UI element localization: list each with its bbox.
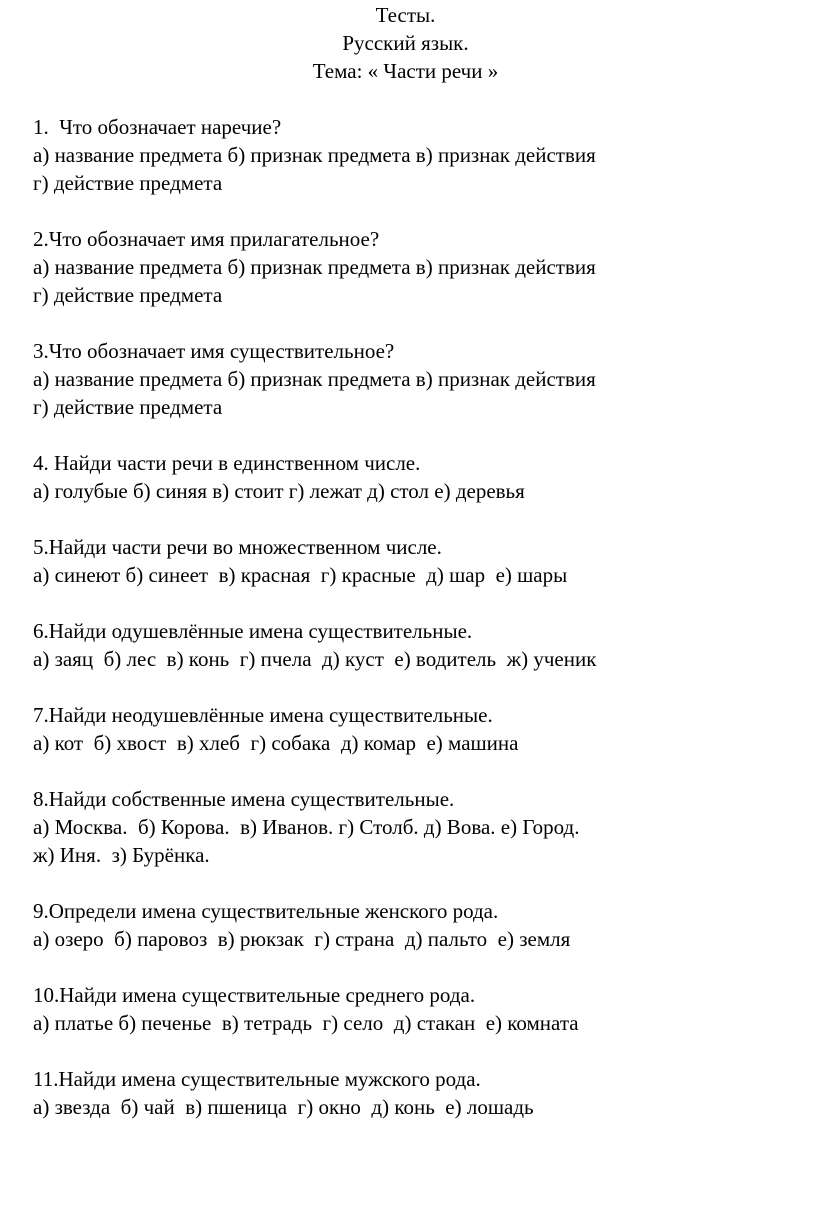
question-spacer [33, 421, 803, 449]
question-text: 2.Что обозначает имя прилагательное? [33, 227, 380, 251]
question-text: 11.Найди имена существительные мужского рода. [33, 1067, 481, 1091]
question-block [33, 533, 803, 589]
question-text: 7.Найди неодушевлённые имена существительные. [33, 703, 493, 727]
answer-options-line: г) действие предмета [33, 171, 223, 195]
question-spacer [33, 869, 803, 897]
answer-options-line: а) звезда б) чай в) пшеница г) окно д) конь е) лошадь [33, 1095, 534, 1119]
question-text: 5.Найди части речи во множественном числе. [33, 535, 442, 559]
answer-options-line: а) название предмета б) признак предмета в) признак действия [33, 255, 596, 279]
question-text: 10.Найди имена существительные среднего рода. [33, 983, 476, 1007]
question-block [33, 337, 803, 421]
question-spacer [33, 1037, 803, 1065]
answer-options-line: а) заяц б) лес в) конь г) пчела д) куст е) водитель ж) ученик [33, 647, 597, 671]
question-block [33, 785, 803, 869]
answer-options-line: а) кот б) хвост в) хлеб г) собака д) комар е) машина [33, 731, 519, 755]
answer-options-line: г) действие предмета [33, 395, 223, 419]
question-block [33, 981, 803, 1037]
question-block [33, 449, 803, 505]
question-block [33, 113, 803, 197]
question-block [33, 1065, 803, 1121]
answer-options-line: а) название предмета б) признак предмета в) признак действия [33, 143, 596, 167]
question-text: 8.Найди собственные имена существительные. [33, 787, 455, 811]
question-spacer [33, 309, 803, 337]
question-block [33, 701, 803, 757]
questions-list [33, 113, 803, 1121]
question-block [33, 897, 803, 953]
question-spacer [33, 757, 803, 785]
question-block [33, 225, 803, 309]
question-text: 4. Найди части речи в единственном числе. [33, 451, 421, 475]
question-text: 6.Найди одушевлённые имена существительные. [33, 619, 473, 643]
header-topic: Тема: « Части речи » [312, 59, 499, 83]
question-spacer [33, 197, 803, 225]
answer-options-line: а) платье б) печенье в) тетрадь г) село д) стакан е) комната [33, 1011, 579, 1035]
document-header [0, 1, 816, 85]
question-spacer [33, 589, 803, 617]
header-title: Тесты. [375, 3, 436, 27]
answer-options-line: а) название предмета б) признак предмета в) признак действия [33, 367, 596, 391]
answer-options-line: а) синеют б) синеет в) красная г) красные д) шар е) шары [33, 563, 568, 587]
header-subject: Русский язык. [342, 31, 469, 55]
question-spacer [33, 953, 803, 981]
question-text: 1. Что обозначает наречие? [33, 115, 282, 139]
answer-options-line: г) действие предмета [33, 283, 223, 307]
question-spacer [33, 673, 803, 701]
answer-options-line: ж) Иня. з) Бурёнка. [33, 843, 210, 867]
answer-options-line: а) Москва. б) Корова. в) Иванов. г) Столб. д) Вова. е) Город. [33, 815, 580, 839]
question-spacer [33, 505, 803, 533]
question-text: 3.Что обозначает имя существительное? [33, 339, 395, 363]
question-text: 9.Определи имена существительные женского рода. [33, 899, 499, 923]
question-block [33, 617, 803, 673]
answer-options-line: а) голубые б) синяя в) стоит г) лежат д) стол е) деревья [33, 479, 525, 503]
answer-options-line: а) озеро б) паровоз в) рюкзак г) страна д) пальто е) земля [33, 927, 571, 951]
